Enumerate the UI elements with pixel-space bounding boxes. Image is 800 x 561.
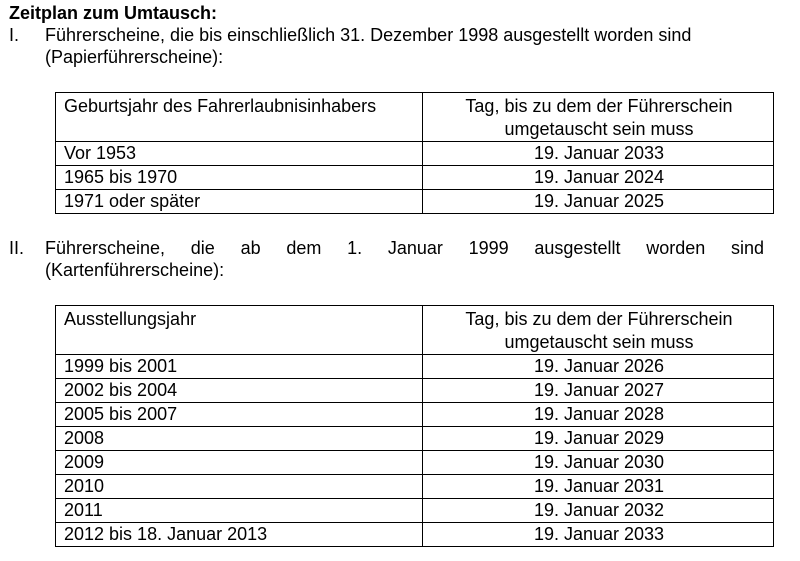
table-cell-year: 1971 oder später — [56, 190, 423, 214]
table-cell-deadline: 19. Januar 2027 — [423, 379, 774, 403]
column-header-deadline-line1: Tag, bis zu dem der Führerschein — [465, 309, 733, 329]
section-2-number: II. — [9, 238, 25, 258]
table-cell-deadline: 19. Januar 2028 — [423, 403, 774, 427]
section-2-text-line1: Führerscheine, die ab dem 1. Januar 1999 ausgestellt worden sind — [45, 238, 764, 258]
table-cell-deadline: 19. Januar 2033 — [423, 523, 774, 547]
table-header-row — [56, 306, 774, 355]
table-cell-year: 2005 bis 2007 — [56, 403, 423, 427]
column-header-issue-year: Ausstellungsjahr — [56, 306, 423, 355]
table-row — [56, 523, 774, 547]
table-card-licenses — [55, 305, 774, 547]
section-2-text-line2: (Kartenführerscheine): — [45, 260, 225, 280]
table-row — [56, 499, 774, 523]
table-row — [56, 379, 774, 403]
table-cell-year: 2010 — [56, 475, 423, 499]
table-cell-year: 2002 bis 2004 — [56, 379, 423, 403]
table-cell-year: 1999 bis 2001 — [56, 355, 423, 379]
table-row — [56, 190, 774, 214]
table-cell-deadline: 19. Januar 2033 — [423, 142, 774, 166]
column-header-deadline — [423, 306, 774, 355]
table-row — [56, 166, 774, 190]
column-header-deadline-line2: umgetauscht sein muss — [504, 119, 694, 139]
table-cell-deadline: 19. Januar 2025 — [423, 190, 774, 214]
table-cell-year: 2009 — [56, 451, 423, 475]
table-row — [56, 427, 774, 451]
column-header-birth-year: Geburtsjahr des Fahrerlaubnisinhabers — [56, 93, 423, 142]
section-1-text-line1: Führerscheine, die bis einschließlich 31. Dezember 1998 ausgestellt worden sind — [45, 25, 692, 45]
table-cell-deadline: 19. Januar 2030 — [423, 451, 774, 475]
table-row — [56, 475, 774, 499]
table-cell-deadline: 19. Januar 2031 — [423, 475, 774, 499]
table-cell-year: 2012 bis 18. Januar 2013 — [56, 523, 423, 547]
table-cell-deadline: 19. Januar 2029 — [423, 427, 774, 451]
table-cell-deadline: 19. Januar 2032 — [423, 499, 774, 523]
table-header-row — [56, 93, 774, 142]
section-1-text-line2: (Papierführerscheine): — [45, 47, 224, 67]
table-cell-deadline: 19. Januar 2026 — [423, 355, 774, 379]
table-cell-year: 2011 — [56, 499, 423, 523]
section-1-text — [45, 24, 764, 68]
column-header-deadline-line2: umgetauscht sein muss — [504, 332, 694, 352]
column-header-deadline — [423, 93, 774, 142]
table-cell-year: Vor 1953 — [56, 142, 423, 166]
table-row — [56, 355, 774, 379]
section-1-number: I. — [9, 25, 20, 45]
table-cell-year: 1965 bis 1970 — [56, 166, 423, 190]
document-title: Zeitplan zum Umtausch: — [9, 3, 218, 23]
column-header-deadline-line1: Tag, bis zu dem der Führerschein — [465, 96, 733, 116]
table-cell-deadline: 19. Januar 2024 — [423, 166, 774, 190]
table-cell-year: 2008 — [56, 427, 423, 451]
table-row — [56, 142, 774, 166]
table-row — [56, 451, 774, 475]
table-row — [56, 403, 774, 427]
section-2-text — [45, 237, 764, 281]
table-paper-licenses — [55, 92, 774, 214]
